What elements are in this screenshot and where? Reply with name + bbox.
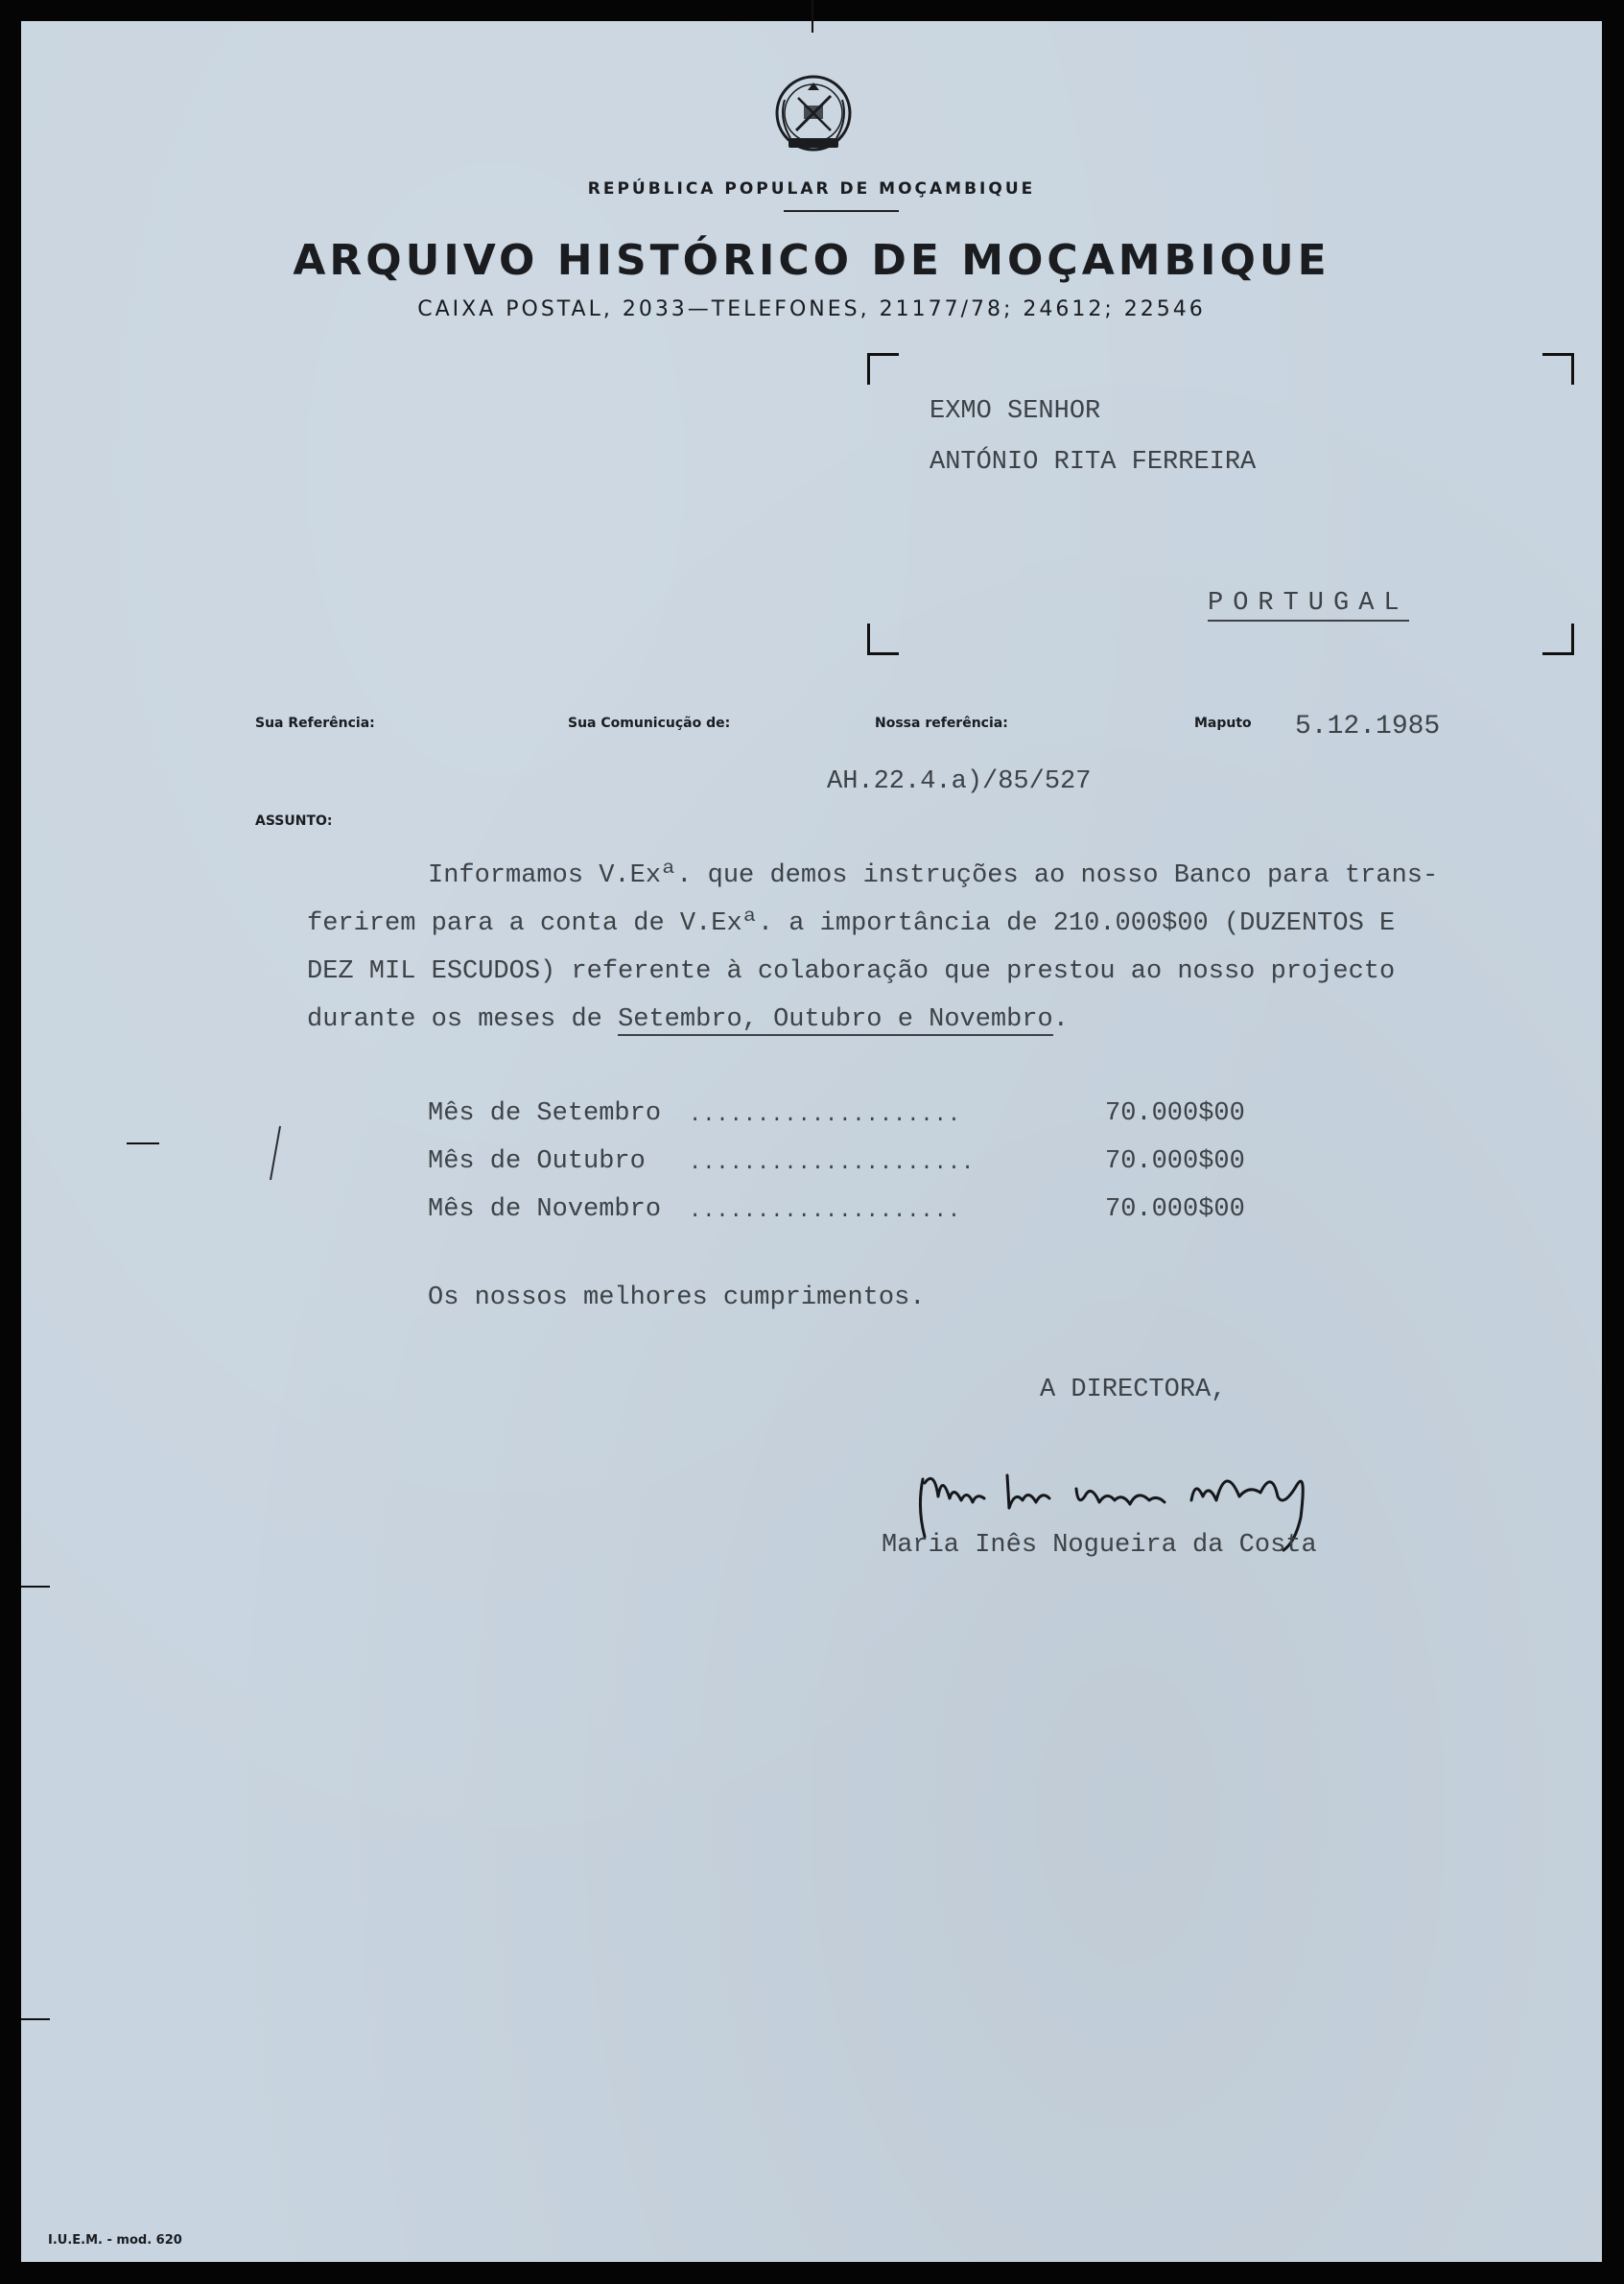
nossa-referencia-label: Nossa referência: <box>875 716 1008 731</box>
body-line-start: durante os meses de <box>307 1005 619 1034</box>
fold-mark <box>127 1142 159 1144</box>
address-window-corner-top-right <box>1542 353 1574 385</box>
payment-row-leader: ..................... <box>689 1151 976 1175</box>
payment-row-label: Mês de Setembro <box>428 1099 662 1128</box>
signatory-name: Maria Inês Nogueira da Costa <box>882 1531 1317 1560</box>
top-fold-mark <box>812 0 813 33</box>
body-line: DEZ MIL ESCUDOS) referente à colaboração que prestou ao nosso projecto <box>307 957 1396 986</box>
sua-referencia-label: Sua Referência: <box>255 716 375 731</box>
signatory-title: A DIRECTORA, <box>1040 1376 1227 1404</box>
body-line: Informamos V.Exª. que demos instruções ao nosso Banco para trans- <box>428 861 1439 890</box>
pencil-slash-mark <box>269 1124 282 1182</box>
payment-row-label: Mês de Novembro <box>428 1195 662 1224</box>
sua-comunicacao-label: Sua Comunicução de: <box>568 716 731 731</box>
payment-row-leader: .................... <box>689 1199 962 1223</box>
fold-mark <box>21 1586 50 1588</box>
fold-mark <box>21 2018 50 2020</box>
contact-line: CAIXA POSTAL, 2033—TELEFONES, 21177/78; 24612; 22546 <box>417 297 1206 321</box>
letter-page <box>21 21 1602 2262</box>
months-underlined: Setembro, Outubro e Novembro <box>618 1005 1053 1034</box>
republic-header: REPÚBLICA POPULAR DE MOÇAMBIQUE <box>587 179 1036 199</box>
reference-number: AH.22.4.a)/85/527 <box>827 767 1092 796</box>
address-window-corner-top-left <box>867 353 899 385</box>
address-window-corner-bottom-right <box>1542 624 1574 655</box>
payment-row-amount: 70.000$00 <box>1105 1099 1245 1128</box>
form-code: I.U.E.M. - mod. 620 <box>48 2233 182 2248</box>
body-line-end: . <box>1052 1005 1069 1034</box>
payment-row-label: Mês de Outubro <box>428 1147 646 1176</box>
closing-line: Os nossos melhores cumprimentos. <box>428 1283 926 1312</box>
header-divider <box>784 210 899 212</box>
payment-row-amount: 70.000$00 <box>1105 1195 1245 1224</box>
addressee-country: PORTUGAL <box>1208 589 1409 622</box>
place-label: Maputo <box>1194 716 1252 731</box>
addressee-name: ANTÓNIO RITA FERREIRA <box>930 448 1257 477</box>
assunto-label: ASSUNTO: <box>255 813 333 829</box>
address-window-corner-bottom-left <box>867 624 899 655</box>
coat-of-arms-emblem-icon <box>769 71 858 159</box>
body-line <box>307 1005 1069 1034</box>
addressee-title: EXMO SENHOR <box>930 397 1101 426</box>
payment-row-amount: 70.000$00 <box>1105 1147 1245 1176</box>
institution-name: ARQUIVO HISTÓRICO DE MOÇAMBIQUE <box>293 236 1330 285</box>
payment-row-leader: .................... <box>689 1103 962 1127</box>
letter-date: 5.12.1985 <box>1295 712 1441 742</box>
body-line: ferirem para a conta de V.Exª. a importância de 210.000$00 (DUZENTOS E <box>307 909 1396 938</box>
